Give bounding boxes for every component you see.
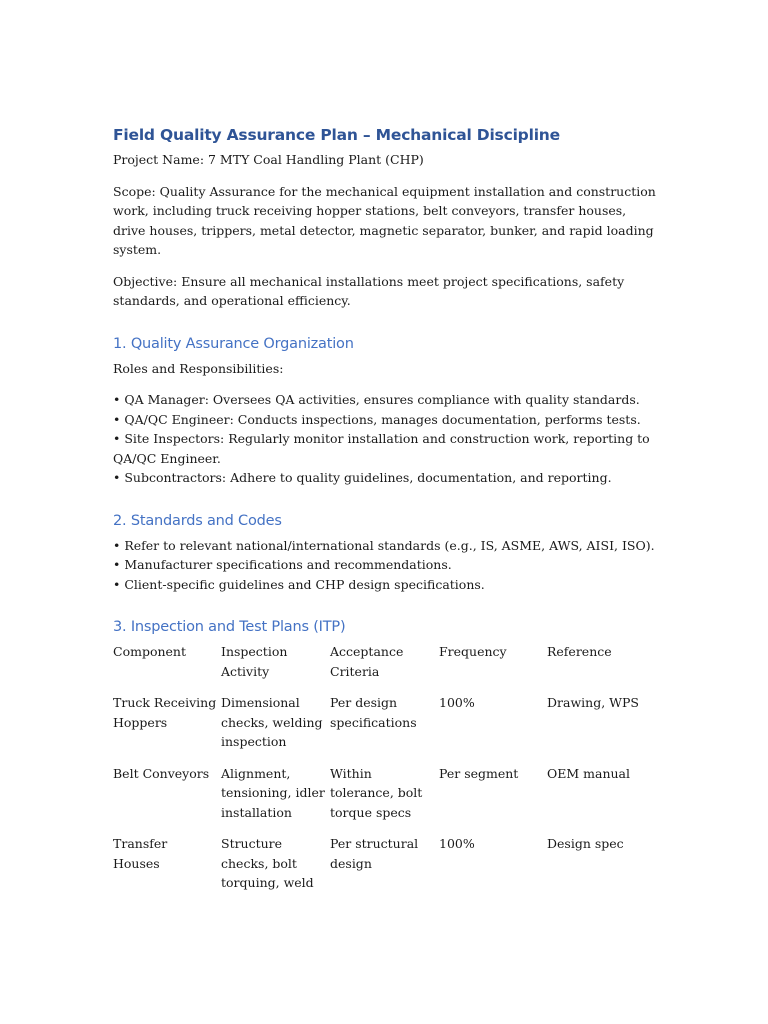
table-cell: 100% <box>439 695 475 710</box>
table-cell: Drawing, WPS <box>547 695 639 710</box>
header-cell: Frequency <box>439 644 507 659</box>
table-row <box>113 764 658 835</box>
document-title: Field Quality Assurance Plan – Mechanical Discipline <box>113 126 560 144</box>
bullet-item: • Client-specific guidelines and CHP design specifications. <box>113 576 485 592</box>
header-cell: Reference <box>547 644 612 659</box>
section-2-bullet-list <box>113 536 658 595</box>
document-page <box>113 124 658 905</box>
header-cell: Inspection Activity <box>221 644 288 679</box>
bullet-item: • Refer to relevant national/international standards (e.g., IS, ASME, AWS, AISI, ISO). <box>113 537 655 553</box>
itp-table <box>113 642 658 905</box>
table-cell: Within tolerance, bolt torque specs <box>330 765 423 820</box>
table-cell: Structure checks, bolt torquing, weld <box>221 836 314 890</box>
section-1-bullet-list <box>113 390 658 488</box>
bullet-item: • QA Manager: Oversees QA activities, ensures compliance with quality standards. <box>113 392 640 407</box>
table-row <box>113 693 658 764</box>
table-cell: Transfer Houses <box>113 836 168 871</box>
table-cell: Per structural design <box>330 836 419 871</box>
objective-paragraph: Objective: Ensure all mechanical installations meet project specifications, safety standards, and operational efficiency. <box>113 273 625 308</box>
section-3-heading: 3. Inspection and Test Plans (ITP) <box>113 619 346 635</box>
header-cell: Acceptance Criteria <box>330 644 404 679</box>
bullet-item: • Subcontractors: Adhere to quality guidelines, documentation, and reporting. <box>113 470 612 485</box>
table-header-row <box>113 642 658 693</box>
table-cell: Per design specifications <box>330 695 417 730</box>
section-1-intro: Roles and Responsibilities: <box>113 360 284 376</box>
table-cell: Dimensional checks, welding inspection <box>221 695 323 749</box>
project-name: Project Name: 7 MTY Coal Handling Plant (CHP) <box>113 152 424 167</box>
table-cell: Design spec <box>547 836 624 851</box>
header-cell: Component <box>113 644 186 659</box>
section-1-heading: 1. Quality Assurance Organization <box>113 335 354 352</box>
table-cell: Per segment <box>439 765 519 781</box>
bullet-item: • QA/QC Engineer: Conducts inspections, manages documentation, performs tests. <box>113 411 641 427</box>
bullet-item: • Site Inspectors: Regularly monitor installation and construction work, reporting to QA/QC Engineer. <box>113 431 650 466</box>
section-2-heading: 2. Standards and Codes <box>113 512 282 529</box>
table-cell: Belt Conveyors <box>113 765 210 781</box>
table-cell: Truck Receiving Hoppers <box>113 695 217 730</box>
table-cell: 100% <box>439 836 475 851</box>
table-cell: OEM manual <box>547 765 631 781</box>
bullet-item: • Manufacturer specifications and recommendations. <box>113 557 452 572</box>
table-row <box>113 834 658 905</box>
table-cell: Alignment, tensioning, idler installation <box>221 765 325 820</box>
scope-paragraph: Scope: Quality Assurance for the mechanical equipment installation and construction work, including truck receiving hopper stations, belt conveyors, transfer houses, drive houses, trippers, metal detector, magnetic separator, bunker, and rapid loading system. <box>113 183 656 257</box>
